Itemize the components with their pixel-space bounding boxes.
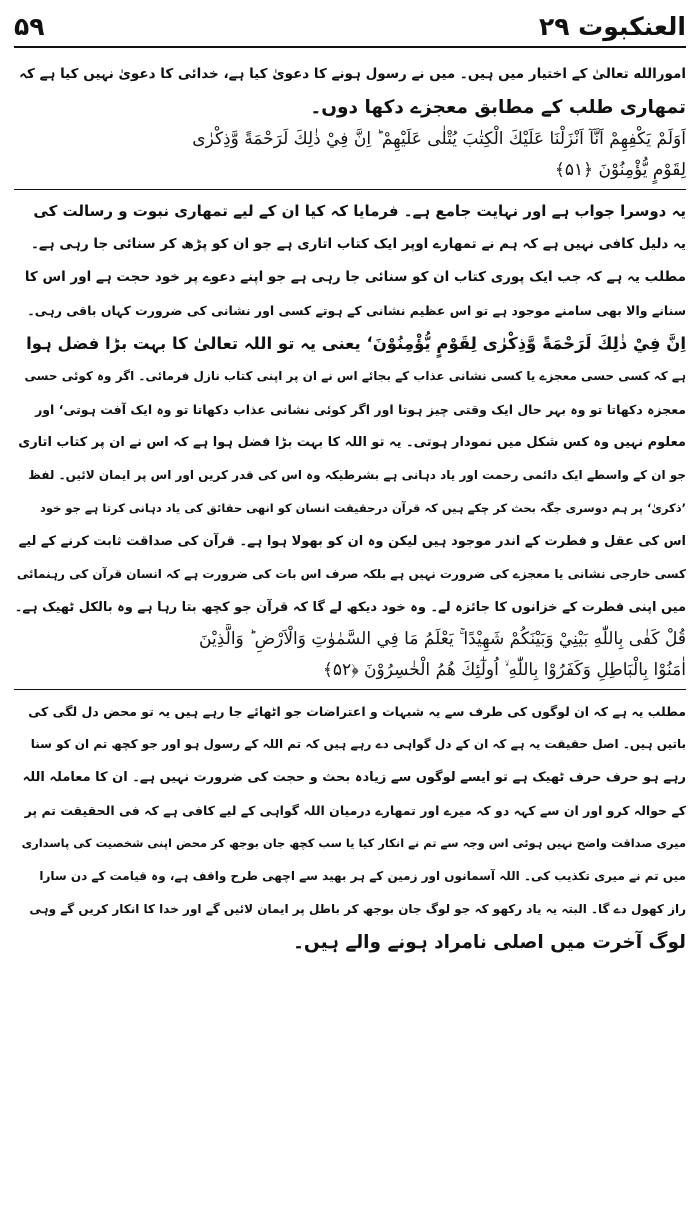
verse-line: اَوَلَمْ يَكْفِهِمْ اَنَّآ اَنْزَلْنَا عَلَيْكَ الْكِتٰبَ يُتْلٰى عَلَيْهِمْ ؕ اِنَّ فِيْ ذٰلِكَ لَرَحْمَةً وَّذِكْرٰى bbox=[192, 129, 686, 149]
text-line: رہے ہو حرف حرف ٹھیک ہے تو ایسے لوگوں سے زیادہ بحث و حجت کی ضرورت نہیں ہے۔ ان کا معاملہ اللہ bbox=[22, 770, 686, 785]
divider bbox=[14, 689, 686, 690]
text-line: اس کی عقل و فطرت کے اندر موجود ہیں لیکن وہ ان کو بھولا ہوا ہے۔ قرآن کی صداقت ثابت کرنے کے لیے bbox=[18, 534, 686, 549]
text-line: ’ذکریٰ‘ پر ہم دوسری جگہ بحث کر چکے ہیں کہ قرآن درحقیقت انسان کو انھی حقائق کی یاد دہانی کرتا ہے جو خود bbox=[40, 501, 686, 515]
page-header bbox=[14, 6, 686, 48]
commentary-paragraph-1 bbox=[14, 58, 686, 124]
text-line: کسی خارجی نشانی یا معجزے کی ضرورت نہیں ہے بلکہ صرف اس بات کی ضرورت ہے کہ انسان قرآن کی رہنمائی bbox=[16, 567, 686, 581]
verse-line: اٰمَنُوْا بِالْبَاطِلِ وَكَفَرُوْا بِاللّٰهِ ۙ اُولٰٓئِكَ هُمُ الْخٰسِرُوْنَ ﴿۵۲﴾ bbox=[322, 660, 686, 680]
text-line: یہ دلیل کافی نہیں ہے کہ ہم نے تمھارے اوپر ایک کتاب اتاری ہے جو ان کو پڑھ کر سنائی جا رہی ہے۔ bbox=[30, 236, 686, 252]
text-line: میں اپنی فطرت کے خزانوں کا جائزہ لے۔ وہ خود دیکھ لے گا کہ قرآن جو کچھ بتا رہا ہے وہ بالکل ٹھیک ہے۔ bbox=[14, 600, 686, 615]
text-line: میری صداقت واضح نہیں ہوئی اس وجہ سے تم نے انکار کیا یا سب کچھ جان بوجھ کر محض اپنی شخصیت کی پاسداری bbox=[21, 836, 686, 850]
commentary-paragraph-3 bbox=[14, 695, 686, 959]
text-line: جو ان کے واسطے ایک دائمی رحمت اور یاد دہانی ہے بشرطیکہ وہ اس کی قدر کریں اور اس پر ایمان لائیں۔ لفظ bbox=[28, 468, 686, 482]
text-line: اِنَّ فِيْ ذٰلِكَ لَرَحْمَةً وَّذِكْرٰى لِقَوْمٍ يُّؤْمِنُوْنَ‘ یعنی یہ تو اللہ تعالیٰ کا بہت بڑا فضل ہوا bbox=[26, 334, 686, 353]
text-line: مطلب یہ ہے کہ ان لوگوں کی طرف سے یہ شبہات و اعتراضات جو اٹھائے جا رہے ہیں یہ تو محض دل لگی کی bbox=[28, 704, 686, 719]
text-line: میں تم نے میری تکذیب کی۔ اللہ آسمانوں اور زمین کے ہر بھید سے اچھی طرح واقف ہے، وہ قیامت کے دن سارا bbox=[39, 869, 686, 883]
commentary-paragraph-2 bbox=[14, 195, 686, 624]
page-body bbox=[14, 58, 686, 959]
text-line: یہ دوسرا جواب ہے اور نہایت جامع ہے۔ فرمایا کہ کیا ان کے لیے تمھاری نبوت و رسالت کی bbox=[33, 202, 686, 220]
text-line: راز کھول دے گا۔ البتہ یہ یاد رکھو کہ جو لوگ جان بوجھ کر باطل پر ایمان لائیں گے اور خدا کا انکار کریں گے وہی bbox=[29, 902, 686, 916]
text-line: تمھاری طلب کے مطابق معجزے دکھا دوں۔ bbox=[310, 97, 686, 118]
text-line: ہے کہ کسی حسی معجزے یا کسی نشانی عذاب کے بجائے اس نے ان پر اپنی کتاب نازل فرمائی۔ اگر وہ کوئی حسی bbox=[24, 369, 686, 383]
text-line: سنانے والا بھی سامنے موجود ہے تو اس عظیم نشانی کے ہوتے کسی اور نشانی کی ضرورت کہاں باقی رہی۔ bbox=[27, 303, 686, 318]
verse-line: لِقَوْمٍ يُّؤْمِنُوْنَ ﴿۵۱﴾ bbox=[554, 160, 686, 180]
surah-title: العنکبوت ۲۹ bbox=[538, 11, 686, 41]
quran-verse-51 bbox=[14, 124, 686, 186]
verse-line: قُلْ كَفٰى بِاللّٰهِ بَيْنِيْ وَبَيْنَكُمْ شَهِيْدًا ۚ يَعْلَمُ مَا فِي السَّمٰوٰتِ وَالْاَرْضِ ؕ وَالَّذِيْنَ bbox=[199, 629, 686, 649]
text-line: امورالله تعالیٰ کے اختیار میں ہیں۔ میں نے رسول ہونے کا دعویٰ کیا ہے، خدائی کا دعویٰ نہیں کیا ہے کہ bbox=[19, 66, 686, 82]
text-line: معلوم نہیں وہ کس شکل میں نمودار ہوتی۔ یہ تو اللہ کا بہت بڑا فضل ہوا ہے کہ اس نے ان پر کتاب اتاری bbox=[18, 435, 686, 450]
page-number: ۵۹ bbox=[14, 11, 45, 41]
quran-verse-52 bbox=[14, 624, 686, 686]
text-line: معجزہ دکھاتا تو وہ بہر حال ایک وقتی چیز ہوتا اور اگر کوئی نشانی عذاب دکھاتا تو وہ ایک آفت ہوتی‘ اور bbox=[35, 402, 686, 417]
text-line: باتیں ہیں۔ اصل حقیقت یہ ہے کہ ان کے دل گواہی دے رہے ہیں کہ تم اللہ کے رسول ہو اور جو کچھ تم ان کو سنا bbox=[30, 737, 686, 751]
text-line: مطلب یہ ہے کہ جب ایک پوری کتاب ان کو سنائی جا رہی ہے جو اپنے دعوے پر خود حجت ہے اور اس کا bbox=[24, 269, 686, 285]
divider bbox=[14, 189, 686, 190]
text-line: کے حوالہ کرو اور ان سے کہہ دو کہ میرے اور تمھارے درمیان اللہ گواہی کے لیے کافی ہے کہ فی الحقیقت تم پر bbox=[24, 803, 686, 818]
text-line: لوگ آخرت میں اصلی نامراد ہونے والے ہیں۔ bbox=[293, 932, 686, 953]
